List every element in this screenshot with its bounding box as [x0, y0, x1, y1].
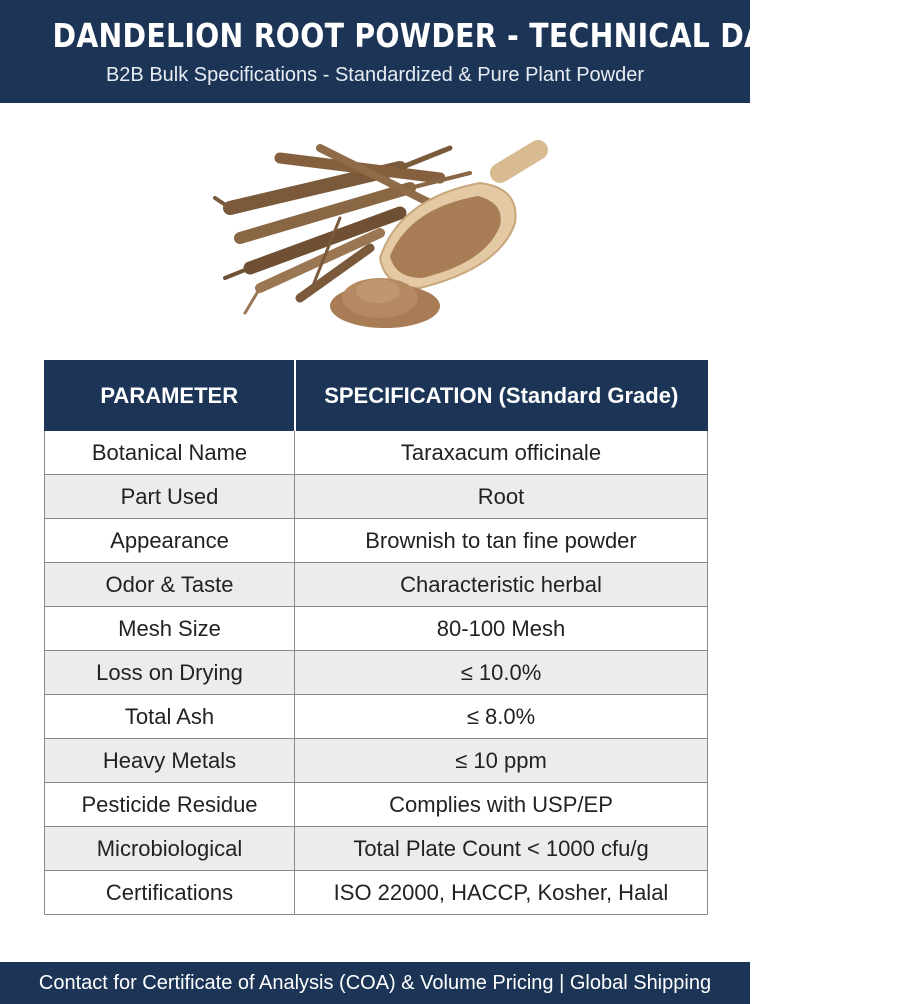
parameter-cell: Heavy Metals [45, 739, 295, 783]
parameter-cell: Microbiological [45, 827, 295, 871]
table-row [45, 519, 708, 563]
specification-column-header: SPECIFICATION (Standard Grade) [295, 361, 708, 431]
header-banner [0, 0, 917, 103]
table-row [45, 431, 708, 475]
specification-cell: ISO 22000, HACCP, Kosher, Halal [295, 871, 708, 915]
specification-cell: Complies with USP/EP [295, 783, 708, 827]
specification-cell: Brownish to tan fine powder [295, 519, 708, 563]
specification-cell: ≤ 10 ppm [295, 739, 708, 783]
specification-cell: ≤ 10.0% [295, 651, 708, 695]
table-row [45, 739, 708, 783]
parameter-cell: Odor & Taste [45, 563, 295, 607]
parameter-cell: Loss on Drying [45, 651, 295, 695]
parameter-cell: Mesh Size [45, 607, 295, 651]
table-header-row [45, 361, 708, 431]
table-row [45, 871, 708, 915]
page-subtitle: B2B Bulk Specifications - Standardized & Pure Plant Powder [105, 64, 645, 86]
parameter-cell: Botanical Name [45, 431, 295, 475]
parameter-cell: Certifications [45, 871, 295, 915]
table-row [45, 695, 708, 739]
parameter-cell: Part Used [45, 475, 295, 519]
parameter-cell: Pesticide Residue [45, 783, 295, 827]
parameter-cell: Total Ash [45, 695, 295, 739]
specification-cell: Root [295, 475, 708, 519]
table-row [45, 827, 708, 871]
specification-cell: Characteristic herbal [295, 563, 708, 607]
table-row [45, 563, 708, 607]
footer-contact-text: Contact for Certificate of Analysis (COA) & Volume Pricing | Global Shipping [38, 972, 712, 994]
specification-cell: Total Plate Count < 1000 cfu/g [295, 827, 708, 871]
parameter-cell: Appearance [45, 519, 295, 563]
specification-cell: ≤ 8.0% [295, 695, 708, 739]
parameter-column-header: PARAMETER [45, 361, 295, 431]
specification-cell: Taraxacum officinale [295, 431, 708, 475]
specification-cell: 80-100 Mesh [295, 607, 708, 651]
table-row [45, 651, 708, 695]
table-row [45, 475, 708, 519]
dandelion-root-powder-image [200, 128, 560, 346]
page-title: DANDELION ROOT POWDER - TECHNICAL DATA SHEET [52, 16, 917, 55]
table-row [45, 607, 708, 651]
table-row [45, 783, 708, 827]
specification-table [44, 360, 708, 915]
footer-banner [0, 962, 750, 1004]
